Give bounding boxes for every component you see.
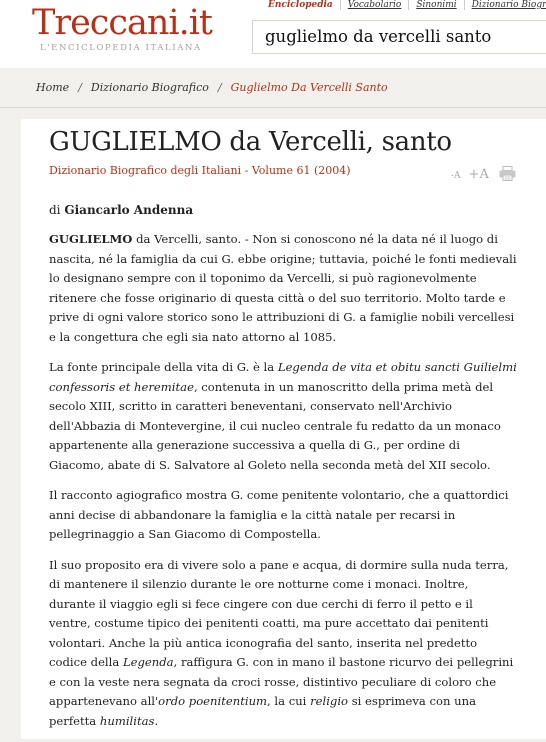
paragraph [49,358,517,475]
italic-term: Legenda [122,655,174,669]
nav-vocabolario[interactable]: Vocabolario [340,0,409,10]
paragraph-text: si esprimeva con una perfetta [49,694,476,728]
paragraph-text: , raffigura G. con in mano il bastone ricurvo dei pellegrini e con la veste nera segnata da croci rosse, distintivo peculiare di coloro che appartenevano all' [49,655,514,708]
paragraph-text: Il racconto agiografico mostra G. come penitente volontario, che a quattordici anni decise di abbandonare la famiglia e la città natale per recarsi in pellegrinaggio a San Giacomo di Compostella. [49,488,509,541]
author-prefix: di [49,203,61,217]
paragraph-text: da Vercelli, santo. - Non si conoscono né la data né il luogo di nascita, né la famiglia da cui G. ebbe origine; tuttavia, poiché le fonti medievali lo designano sempre con il toponimo da Vercelli, si può ragionevolmente ritenere che fosse originario di questa città o del suo territorio. Molto tarde e prive di ogni valore storico sono le attribuzioni di G. a famiglie nobili vercellesi e la congettura che egli sia nato attorno al 1085. [49,232,517,344]
font-decrease-button[interactable]: -A [451,171,461,181]
paragraph [49,486,517,545]
breadcrumb-separator: / [78,81,82,94]
article-body [49,230,517,742]
paragraph-text: Il suo proposito era di vivere solo a pane e acqua, di dormire sulla nuda terra, di mantenere il silenzio durante le ore notturne come i monaci. Inoltre, durante il viaggio egli si fece cingere con due cerchi di ferro il petto e il ventre, costume tipico dei penitenti coatti, ma pure accettato dai penitenti volontari. Anche la più antica iconografia del santo, inserita nel predetto codice della [49,557,509,669]
page-title: GUGLIELMO da Vercelli, santo [49,127,452,157]
paragraph [49,556,517,732]
breadcrumb-current[interactable]: Guglielmo Da Vercelli Santo [230,81,388,94]
breadcrumb-bar [0,68,546,108]
nav-sinonimi[interactable]: Sinonimi [408,0,463,10]
italic-term: religio [310,694,349,708]
print-icon-graphic [499,166,516,181]
search-input[interactable]: guglielmo da vercelli santo [252,20,546,54]
breadcrumb [36,81,388,94]
treccani-logo[interactable] [32,4,212,53]
headword: GUGLIELMO [49,232,133,246]
paragraph [49,230,517,347]
paragraph-text: , contenuta in un manoscritto della prima metà del secolo XIII, scritto in caratteri beneventani, conservato nell'Archivio dell'Abbazia di Montevergine, il cui nucleo centrale fu redatto da un monaco appartenente alla generazione successiva a quella di G., per ordine di Giacomo, abate di S. Salvatore al Goleto nella seconda metà del XII secolo. [49,379,501,472]
logo-wordmark: Treccani.it [32,3,212,43]
breadcrumb-home[interactable]: Home [36,81,70,94]
work-title: Legenda de vita et obitu sancti Guilielmi confessoris et heremitae [49,360,517,394]
article-tools [451,163,516,182]
author-line [49,203,193,217]
top-navigation [265,0,546,14]
nav-enciclopedia[interactable]: Enciclopedia [268,0,333,10]
breadcrumb-section[interactable]: Dizionario Biografico [90,81,209,94]
nav-dizionario-biografico[interactable]: Dizionario Biogr [464,0,546,10]
print-icon[interactable] [499,166,516,181]
paragraph-text: , la cui [267,694,311,708]
author-name[interactable]: Giancarlo Andenna [64,203,194,217]
paragraph-text: . [154,713,159,728]
italic-term: ordo poenitentium [158,694,268,708]
paragraph-text: La fonte principale della vita di G. è la [49,360,278,374]
breadcrumb-separator: / [217,81,222,94]
article-card [21,119,546,739]
logo-tagline: L'ENCICLOPEDIA ITALIANA [40,43,202,53]
article-source[interactable]: Dizionario Biografico degli Italiani - Volume 61 (2004) [49,164,351,177]
font-increase-button[interactable]: +A [468,167,489,182]
site-header [0,0,546,68]
italic-term: humilitas [99,713,155,728]
